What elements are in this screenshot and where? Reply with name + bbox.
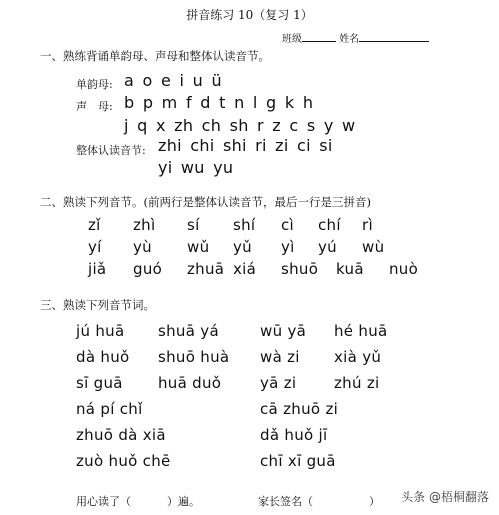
parent-sign-line [258, 493, 380, 509]
whole-label: 整体认读音节: [76, 144, 146, 157]
word: dà huǒ [76, 348, 130, 366]
word: wū yā [260, 322, 307, 340]
initials-label: 声 母: [76, 100, 113, 113]
syllable: yù [133, 238, 152, 256]
word: jú huā [76, 322, 125, 340]
syllable: wù [362, 238, 385, 256]
name-field[interactable] [359, 32, 429, 42]
parent-suffix: ） [369, 495, 380, 508]
syllable: shí [233, 216, 256, 234]
syllable: yí [88, 238, 102, 256]
word: dǎ huǒ jī [260, 426, 328, 444]
word: chī xī guā [260, 452, 336, 470]
class-field[interactable] [302, 32, 336, 42]
syllable: yǔ [233, 238, 252, 256]
syllable: chí [318, 216, 341, 234]
syllable: xiá [233, 260, 257, 278]
word: shuō huà [158, 348, 230, 366]
syllable: yì [281, 238, 295, 256]
syllable: shuō [281, 260, 319, 278]
word: yā zi [260, 374, 297, 392]
section1-heading: 一、熟练背诵单韵母、声母和整体认读音节。 [40, 49, 270, 63]
read-suffix: ）遍。 [167, 495, 200, 508]
read-count-line [76, 493, 200, 509]
finals-label: 单韵母: [76, 78, 113, 91]
word: shuā yá [158, 322, 219, 340]
initials-line1: b p m f d t n l g k h [124, 93, 314, 112]
word: sī guā [76, 374, 123, 392]
parent-label: 家长签名（ [258, 495, 313, 508]
syllable: cì [281, 216, 295, 234]
syllable: zhuā [187, 260, 225, 278]
class-label: 班级 [282, 34, 302, 45]
watermark-text: 头条 @梧桐翻落 [401, 490, 489, 504]
syllable: kuā [336, 260, 364, 278]
word: xià yǔ [334, 348, 382, 366]
section3-heading: 三、熟读下列音节词。 [40, 298, 155, 312]
syllable: rì [362, 216, 373, 234]
word: ná pí chǐ [76, 400, 143, 418]
page-title: 拼音练习 10（复习 1） [186, 8, 313, 22]
word: zhú zi [334, 374, 380, 392]
syllable: yú [318, 238, 337, 256]
class-name-line [282, 30, 429, 45]
watermark [401, 488, 489, 505]
whole-line1: zhi chi shi ri zi ci si [158, 136, 333, 155]
word: cā zhuō zi [260, 400, 339, 418]
syllable: wǔ [187, 238, 210, 256]
syllable: sí [187, 216, 200, 234]
syllable: zǐ [88, 216, 101, 234]
word: zuò huǒ chē [76, 452, 171, 470]
word: wà zi [260, 348, 300, 366]
syllable: jiǎ [88, 260, 107, 278]
whole-line2: yi wu yu [158, 158, 234, 177]
word: huā duǒ [158, 374, 222, 392]
finals-text: a o e i u ü [124, 71, 222, 90]
word: zhuō dà xiā [76, 426, 166, 444]
section2-heading: 二、熟读下列音节。(前两行是整体认读音节，最后一行是三拼音) [40, 195, 371, 209]
initials-line2: j q x zh ch sh r z c s y w [124, 116, 356, 135]
word: hé huā [334, 322, 388, 340]
read-label: 用心读了（ [76, 495, 131, 508]
name-label: 姓名 [339, 34, 360, 45]
syllable: zhì [133, 216, 156, 234]
syllable: nuò [389, 260, 419, 278]
syllable: guó [133, 260, 163, 278]
